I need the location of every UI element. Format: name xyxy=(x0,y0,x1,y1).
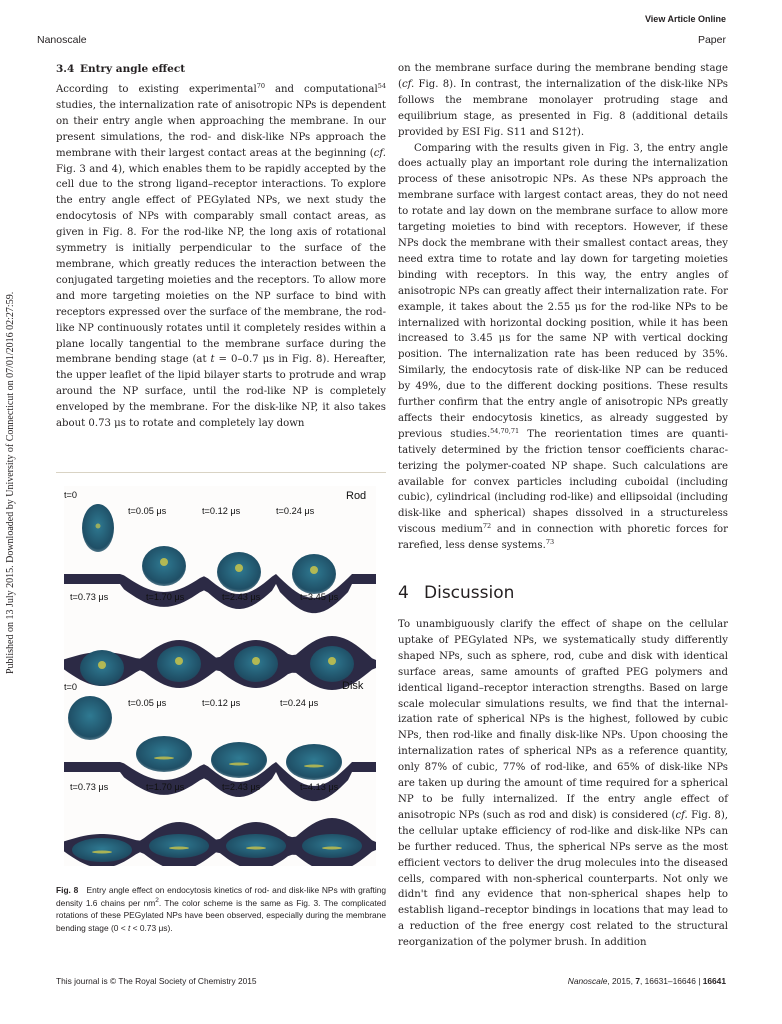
nanoparticle xyxy=(286,744,342,780)
time-label: t=4.13 μs xyxy=(300,782,339,792)
text-run: = 0–0.7 μs in Fig. 8). Hereafter, the upper leaflet of the lipid bilayer starts to protrude and wrap around the NP surface, until the rod-like NP is completely enveloped by the membrane. For the disk-like NP, it also takes about 0.73 μs to rotate and completely lay down xyxy=(56,354,386,430)
time-label: t=0.12 μs xyxy=(202,698,241,708)
nanoparticle-core xyxy=(160,558,168,566)
text-run: and in connection with phoretic forces for rarefied, less dense systems. xyxy=(398,524,728,552)
nanoparticle-core xyxy=(92,851,112,854)
nanoparticle-core xyxy=(246,847,266,850)
superscript: 2 xyxy=(155,896,159,904)
paragraph-4-1 xyxy=(398,617,728,951)
nanoparticle-core xyxy=(96,524,101,529)
journal-name: Nanoscale xyxy=(37,34,87,46)
text-run: Fig. 8), the cellular uptake efficiency of rod-like and disk-like NPs can be further reduced. Thus, the spherical NPs serve as the most efficient vectors to deliver the drug molecules into the diseased cells, compared with non-spherical counterparts. Not only we didn't find any evidence that non-spherical shapes help to establish ligand–receptor bindings in locations that may lead to a reduction of the free energy cost related to the structural reorganization of the polymer brush. In addition xyxy=(398,809,728,949)
time-label: t=0.12 μs xyxy=(202,506,241,516)
text-run: Fig. 3 and 4), which enables them to be rapidly accepted by the cell due to the strong ligand–receptor interactions. To explore the entry angle effect of PEGylated NPs, we next study the endocytosis of NPs with comparably small contact areas, as given in Fig. 8. For the rod-like NP, the long axis of rotational symmetry is initially perpendicular to the surface of the membrane, which greatly reduces the interaction between the conjugated targeting moieties and the receptors. To allow more and more targeting moieties on the NP surface to bind with receptors expressed over the surface of the membrane, the rod-like NP continuously rotates until it completely resides within a plane locally tangential to the membrane surface during the membrane bending stage (at xyxy=(56,163,386,366)
text-run: Fig. 8). In contrast, the internalization of the disk-like NPs follows the membrane monolayer protruding stage and equilibrium stage, as presented in Fig. 8 (additional details provided by ESI Fig. S11 and S12†). xyxy=(398,78,728,138)
section-title: Entry angle effect xyxy=(80,63,186,75)
citation-ref[interactable]: 73 xyxy=(545,538,555,547)
time-label: t=0.73 μs xyxy=(70,782,109,792)
nanoparticle xyxy=(211,742,267,778)
time-label: t=3.45 μs xyxy=(300,592,339,602)
nanoparticle-core xyxy=(98,661,106,669)
time-label: t=0.24 μs xyxy=(276,506,315,516)
paragraph-3-4-1b xyxy=(398,61,728,141)
citation-ref[interactable]: 70 xyxy=(256,82,265,90)
time-label: t=1.70 μs xyxy=(146,592,185,602)
text-run: According to existing experimental xyxy=(56,84,257,95)
nanoparticle-core xyxy=(175,657,183,665)
text-run: and computational xyxy=(264,84,378,95)
time-label: t=0.05 μs xyxy=(128,698,167,708)
time-label: t=0.73 μs xyxy=(70,592,109,602)
text-run: The reorientation times are quantitatively determined by the friction tensor coefficients characterizing the polymer-coated NP shape. Such calculations are available for convex particles including cuboidal (including cubic), cylindrical (including rod-like) and ellipsoidal (including disk-like and spherical) shapes dissolved in a structureless viscous medium xyxy=(398,428,728,536)
footer-volume: 7 xyxy=(635,976,640,986)
time-label: t=0.05 μs xyxy=(128,506,167,516)
time-label: t=1.70 μs xyxy=(146,782,185,792)
text-run-italic: t xyxy=(127,922,131,933)
paragraph-3-4-1a xyxy=(56,82,386,432)
panel-label-rod: Rod xyxy=(346,490,367,502)
left-column xyxy=(56,82,386,432)
section-number: 3.4 xyxy=(56,63,75,75)
figure-8-image xyxy=(64,486,376,866)
section-heading-3-4 xyxy=(56,63,185,75)
text-run: , 2015, xyxy=(607,976,636,986)
time-label: t=0 xyxy=(64,682,78,692)
figure-8 xyxy=(64,486,376,866)
figure-top-rule xyxy=(56,472,386,473)
time-label: t=0 xyxy=(64,490,78,500)
paragraph-3-4-2 xyxy=(398,141,728,555)
nanoparticle-core xyxy=(169,847,189,850)
section-heading-4 xyxy=(398,583,514,603)
citation-ref[interactable]: 54,70,71 xyxy=(490,426,520,435)
publication-side-note: Published on 13 July 2015. Downloaded by University of Connecticut on 07/01/2016 02:27:59. xyxy=(5,291,16,674)
view-article-online-link[interactable]: View Article Online xyxy=(644,14,726,24)
nanoparticle xyxy=(72,838,132,862)
nanoparticle-core xyxy=(322,847,342,850)
nanoparticle-core xyxy=(304,765,324,768)
citation-ref[interactable]: 72 xyxy=(482,522,492,531)
nanoparticle xyxy=(136,736,192,772)
footer-journal: Nanoscale xyxy=(567,976,608,986)
page-number: 16641 xyxy=(702,976,726,986)
time-label: t=2.43 μs xyxy=(222,782,261,792)
text-run-italic: cf. xyxy=(373,147,386,159)
nanoparticle-core xyxy=(310,566,318,574)
article-type: Paper xyxy=(697,34,726,46)
nanoparticle-core xyxy=(252,657,260,665)
text-run-italic: cf. xyxy=(401,78,415,90)
text-run: Comparing with the results given in Fig. 3, the entry angle does actually play an important role during the internalization process of these anisotropic NPs. As these NPs approach the membrane surface with largest contact areas, they do not need to rotate and lay down on the membrane surface to allow more targeting moieties to bind with receptors. However, if these NPs dock the membrane with their smallest contact areas, they need extra time to rotate and lay down for targeting moieties binding with receptors. In this way, the entry angles of anisotropic NPs can greatly affect their internalization rate. For example, it takes about the 2.55 μs for the rod-like NPs to be internalized with horizontal docking position, while it has been increased to 3.45 μs for the same NP with vertical docking position. The internalization rate has been reduced by 35%. Similarly, the endocytosis rate of disk-like NP can be reduced by 49%, due to the different docking positions. These results further confirm that the entry angle of anisotropic NPs greatly affects their endocytosis kinetics, as already suggested by previous studies. xyxy=(398,142,728,440)
time-label: t=0.24 μs xyxy=(280,698,319,708)
nanoparticle-core xyxy=(229,763,249,766)
nanoparticle-core xyxy=(235,564,243,572)
nanoparticle xyxy=(68,696,112,740)
text-run: Entry angle effect on endocytosis kinetics of rod- and disk-like NPs with grafting density 1.6 chains per nm xyxy=(56,885,387,908)
caption-label: Fig. 8 xyxy=(56,885,79,895)
citation-ref[interactable]: 54 xyxy=(377,82,386,90)
text-run-italic: cf. xyxy=(675,809,688,821)
text-run: , 16631–16646 | xyxy=(639,976,703,986)
discussion-column xyxy=(398,617,728,951)
nanoparticle xyxy=(226,834,286,858)
nanoparticle xyxy=(149,834,209,858)
text-run: on the membrane surface during the membrane bending stage ( xyxy=(398,63,728,90)
section-number: 4 xyxy=(398,583,409,603)
footer-citation xyxy=(470,976,726,986)
text-run: . The color scheme is the same as Fig. 3. The complicated rotations of these PEGylated NPs have been observed, especially during the membrane bending stage (0 < xyxy=(56,897,387,933)
nanoparticle-core xyxy=(328,657,336,665)
right-column xyxy=(398,61,728,554)
nanoparticle-core xyxy=(154,757,174,760)
text-run: < 0.73 μs). xyxy=(130,922,173,933)
text-run-italic: t xyxy=(210,354,215,366)
section-title: Discussion xyxy=(424,583,515,603)
time-label: t=2.43 μs xyxy=(222,592,261,602)
text-run: To unambiguously clarify the effect of shape on the cellular uptake of PEGylated NPs, we systematically study differently shaped NPs, such as sphere, rod, cube and disk with identical surface areas, same amounts of grafted PEG polymers and identical ligand–receptor interaction strengths. Based on large scale molecular simulations results, we find that the internalization rate of spherical NPs is the highest, followed by cubic NPs, then rod-like and finally disk-like NPs. Upon choosing the internalization rates of spherical NPs as a reference quantity, only 87% of cubic, 77% of rod-like, and 65% of disk-like NPs are taken up during the amount of time required for a spherical NP to be fully internalized. If the entry angle effect of anisotropic NPs (such as rod and disk) is considered ( xyxy=(398,619,728,821)
footer-copyright: This journal is © The Royal Society of Chemistry 2015 xyxy=(56,976,257,986)
nanoparticle xyxy=(302,834,362,858)
text-run: studies, the internalization rate of anisotropic NPs is dependent on their entry angle when approaching the membrane. In our present simulations, the rod- and disk-like NPs approach the membrane with their largest contact areas at the beginning ( xyxy=(56,99,386,159)
panel-label-disk: Disk xyxy=(342,680,364,692)
figure-caption xyxy=(56,884,386,934)
